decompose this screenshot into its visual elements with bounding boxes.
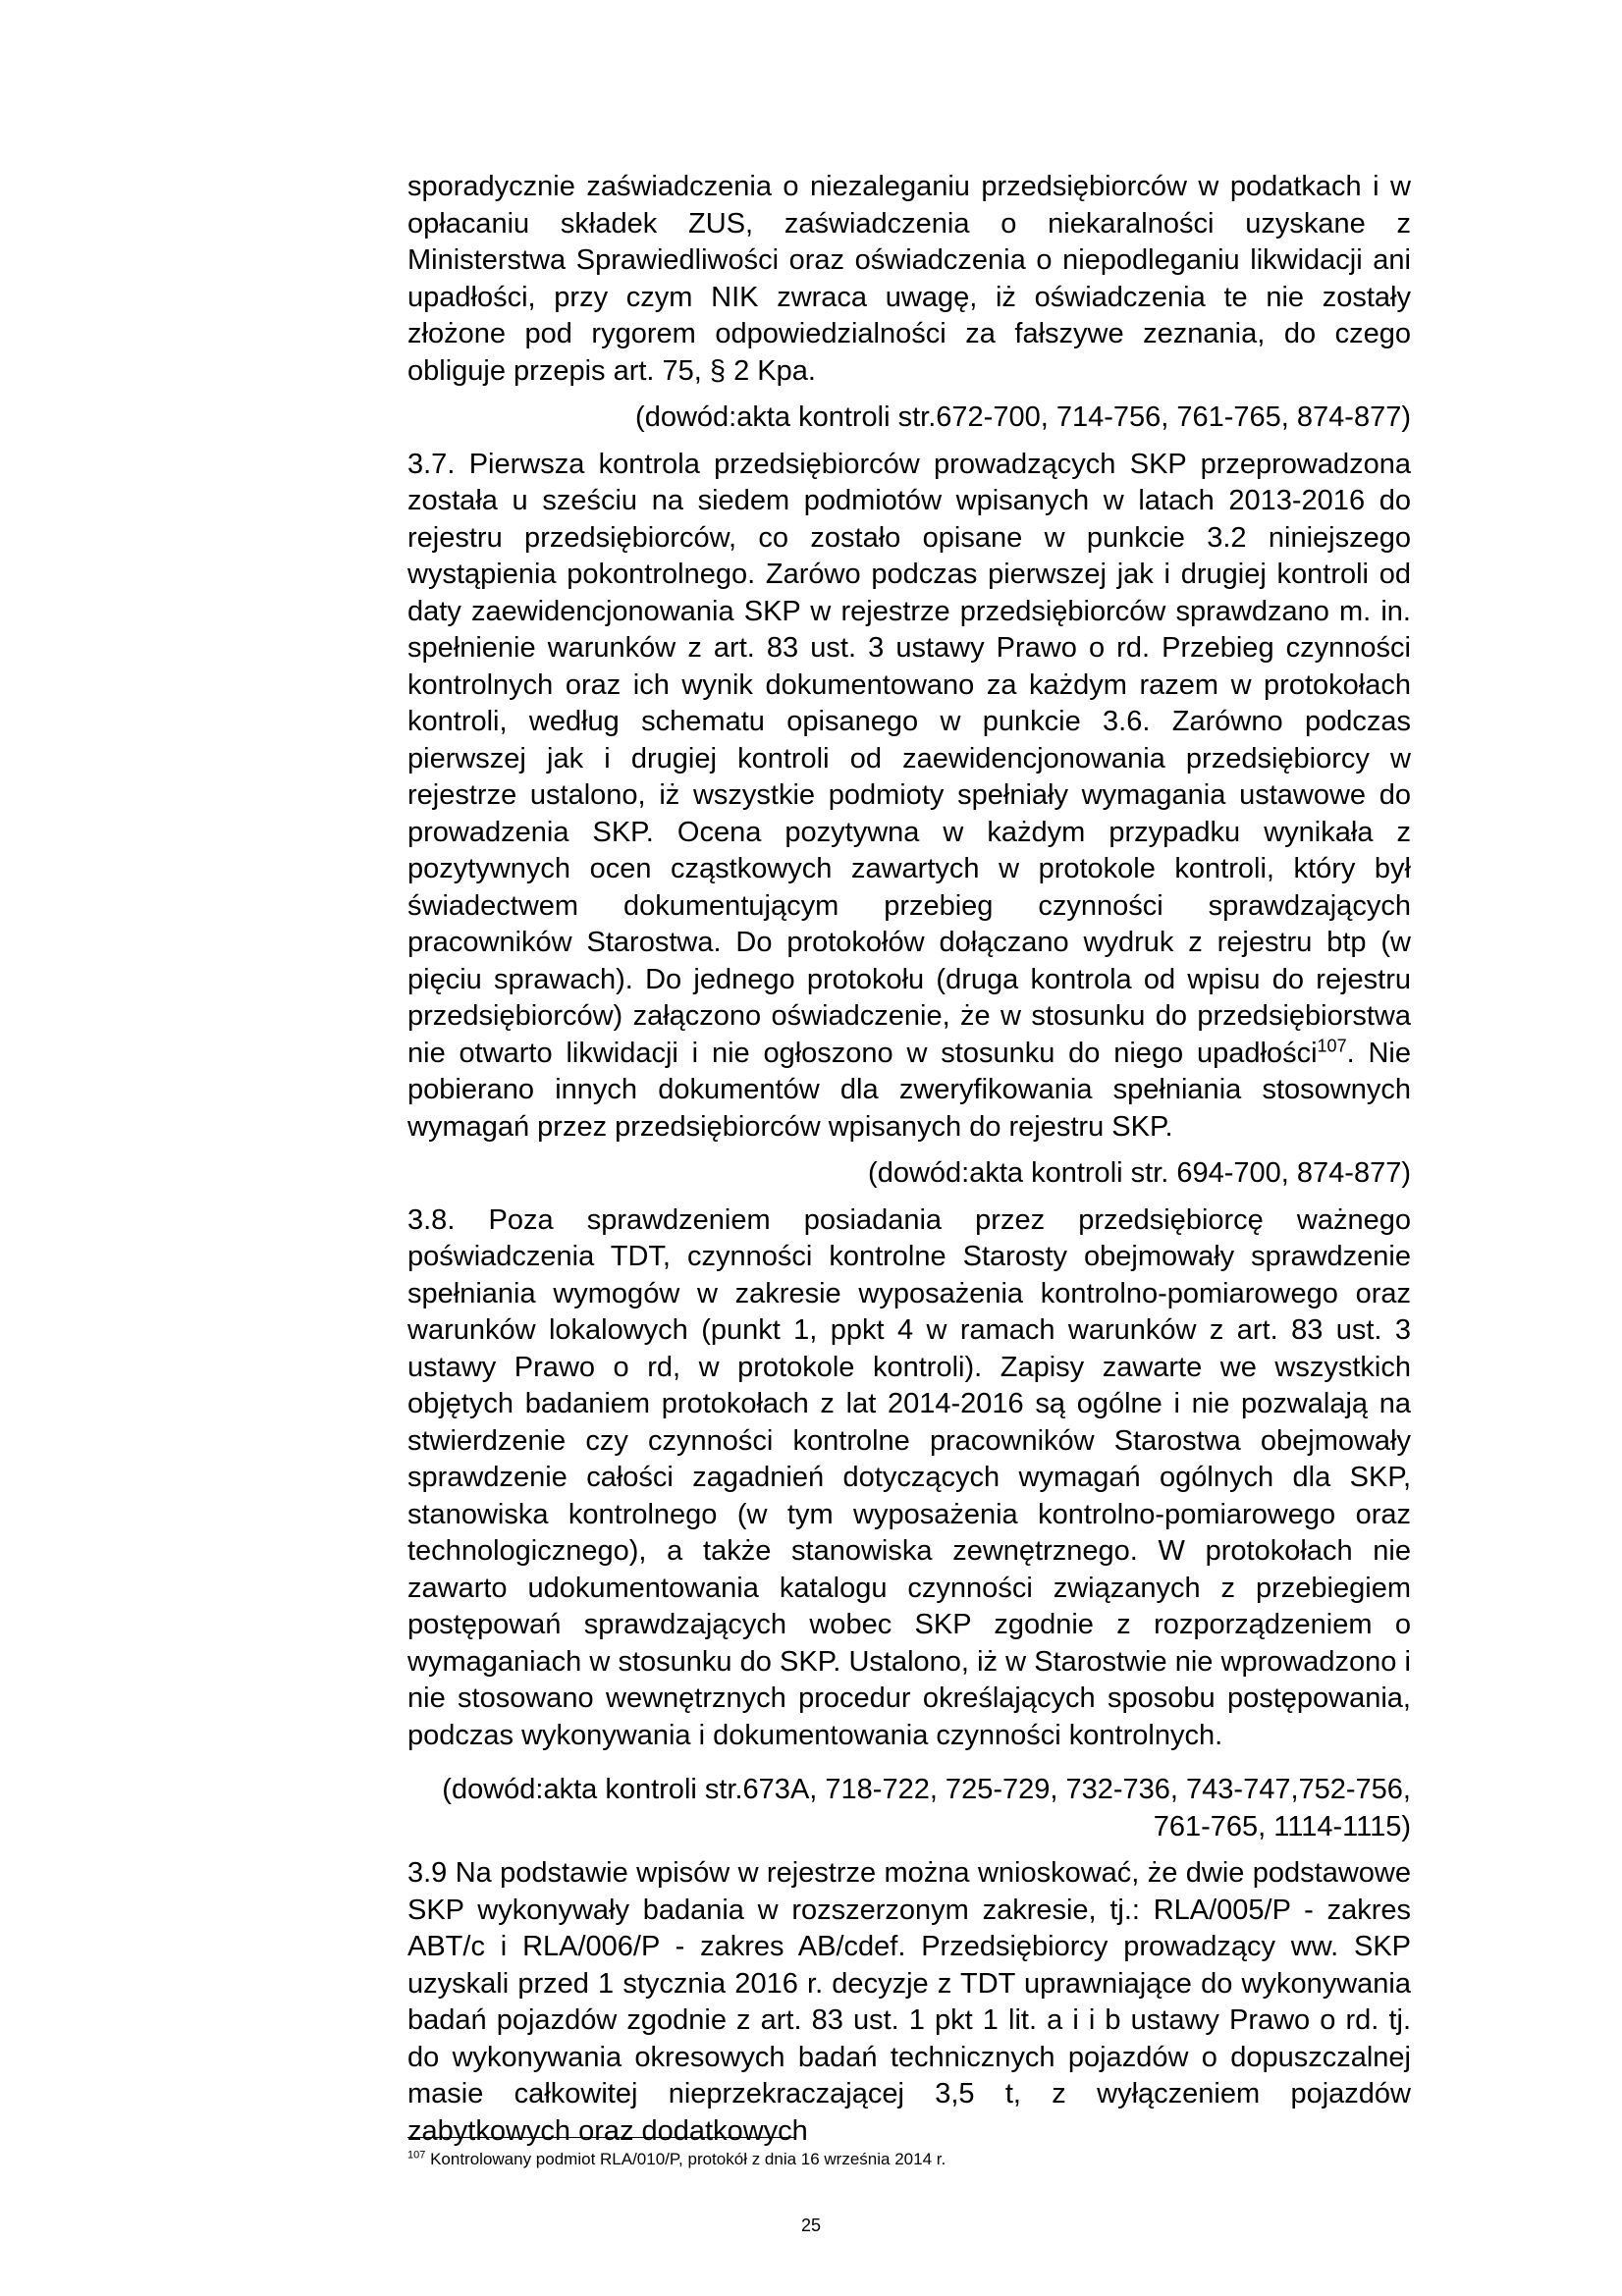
page-number: 25 (800, 2216, 822, 2235)
main-text (407, 169, 1411, 2150)
paragraph-3-7-text: 3.7. Pierwsza kontrola przedsiębiorców prowadzących SKP przeprowadzona została u sześciu na siedem podmiotów wpisanych w latach 2013-2016 do rejestru przedsiębiorców, co zostało opisane w punkcie 3.2 niniejszego wystąpienia pokontrolnego. Zarówo podczas pierwszej jak i drugiej kontroli od daty zaewidencjonowania SKP w rejestrze przedsiębiorców sprawdzano m. in. spełnienie warunków z art. 83 ust. 3 ustawy Prawo o rd. Przebieg czynności kontrolnych oraz ich wynik dokumentowano za każdym razem w protokołach kontroli, według schematu opisanego w punkcie 3.6. Zarówno podczas pierwszej jak i drugiej kontroli od zaewidencjonowania przedsiębiorcy w rejestrze ustalono, iż wszystkie podmioty spełniały wymagania ustawowe do prowadzenia SKP. Ocena pozytywna w każdym przypadku wynikała z pozytywnych ocen cząstkowych zawartych w protokole kontroli, który był świadectwem dokumentującym przebieg czynności sprawdzających pracowników Starostwa. Do protokołów dołączano wydruk z rejestru btp (w pięciu sprawach). Do jednego protokołu (druga kontrola od wpisu do rejestru przedsiębiorców) załączono oświadczenie, że w stosunku do przedsiębiorstwa nie otwarto likwidacji i nie ogłoszono w stosunku do niego upadłości (407, 448, 1411, 1069)
footnote-reference[interactable]: 107 (1317, 1035, 1347, 1055)
paragraph-3-7-text-end: . Nie pobierano innych dokumentów dla zweryfikowania spełniania stosownych wymagań przez przedsiębiorców wpisanych do rejestru SKP. (407, 1037, 1411, 1143)
paragraph-3-8: 3.8. Poza sprawdzeniem posiadania przez przedsiębiorcę ważnego poświadczenia TDT, czynności kontrolne Starosty obejmowały sprawdzenie spełniania wymogów w zakresie wyposażenia kontrolno-pomiarowego oraz warunków lokalowych (punkt 1, ppkt 4 w ramach warunków z art. 83 ust. 3 ustawy Prawo o rd, w protokole kontroli). Zapisy zawarte we wszystkich objętych badaniem protokołach z lat 2014-2016 są ogólne i nie pozwalają na stwierdzenie czy czynności kontrolne pracowników Starostwa obejmowały sprawdzenie całości zagadnień dotyczących wymagań ogólnych dla SKP, stanowiska kontrolnego (w tym wyposażenia kontrolno-pomiarowego oraz technologicznego), a także stanowiska zewnętrznego. W protokołach nie zawarto udokumentowania katalogu czynności związanych z przebiegiem postępowań sprawdzających wobec SKP zgodnie z rozporządzeniem o wymaganiach w stosunku do SKP. Ustalono, iż w Starostwie nie wprowadzono i nie stosowano wewnętrznych procedur określających sposobu postępowania, podczas wykonywania i dokumentowania czynności kontrolnych. (407, 1203, 1411, 1751)
paragraph-continuation: sporadycznie zaświadczenia o niezaleganiu przedsiębiorców w podatkach i w opłacaniu składek ZUS, zaświadczenia o niekaralności uzyskane z Ministerstwa Sprawiedliwości oraz oświadczenia o niepodleganiu likwidacji ani upadłości, przy czym NIK zwraca uwagę, iż oświadczenia te nie zostały złożone pod rygorem odpowiedzialności za fałszywe zeznania, do czego obliguje przepis art. 75, § 2 Kpa. (407, 171, 1411, 387)
evidence-reference-1: (dowód:akta kontroli str.672-700, 714-756, 761-765, 874-877) (635, 401, 1411, 433)
footnote-number: 107 (407, 2149, 426, 2162)
evidence-reference-3: (dowód:akta kontroli str.673A, 718-722, 725-729, 732-736, 743-747,752-756, 761-765, 1114-1115) (442, 1774, 1411, 1842)
footnote-text: Kontrolowany podmiot RLA/010/P, protokół z dnia 16 września 2014 r. (425, 2150, 946, 2168)
evidence-reference-2: (dowód:akta kontroli str. 694-700, 874-877) (868, 1157, 1411, 1189)
footnote (407, 2149, 1411, 2170)
footnote-separator (407, 2137, 795, 2138)
paragraph-3-7 (407, 447, 1411, 1147)
paragraph-3-9: 3.9 Na podstawie wpisów w rejestrze można wnioskować, że dwie podstawowe SKP wykonywały badania w rozszerzonym zakresie, tj.: RLA/005/P - zakres ABT/c i RLA/006/P - zakres AB/cdef. Przedsiębiorcy prowadzący ww. SKP uzyskali przed 1 stycznia 2016 r. decyzje z TDT uprawniające do wykonywania badań pojazdów zgodnie z art. 83 ust. 1 pkt 1 lit. a i i b ustawy Prawo o rd. tj. do wykonywania okresowych badań technicznych pojazdów o dopuszczalnej masie całkowitej nieprzekraczającej 3,5 t, z wyłączeniem pojazdów zabytkowych oraz dodatkowych (407, 1857, 1411, 2147)
